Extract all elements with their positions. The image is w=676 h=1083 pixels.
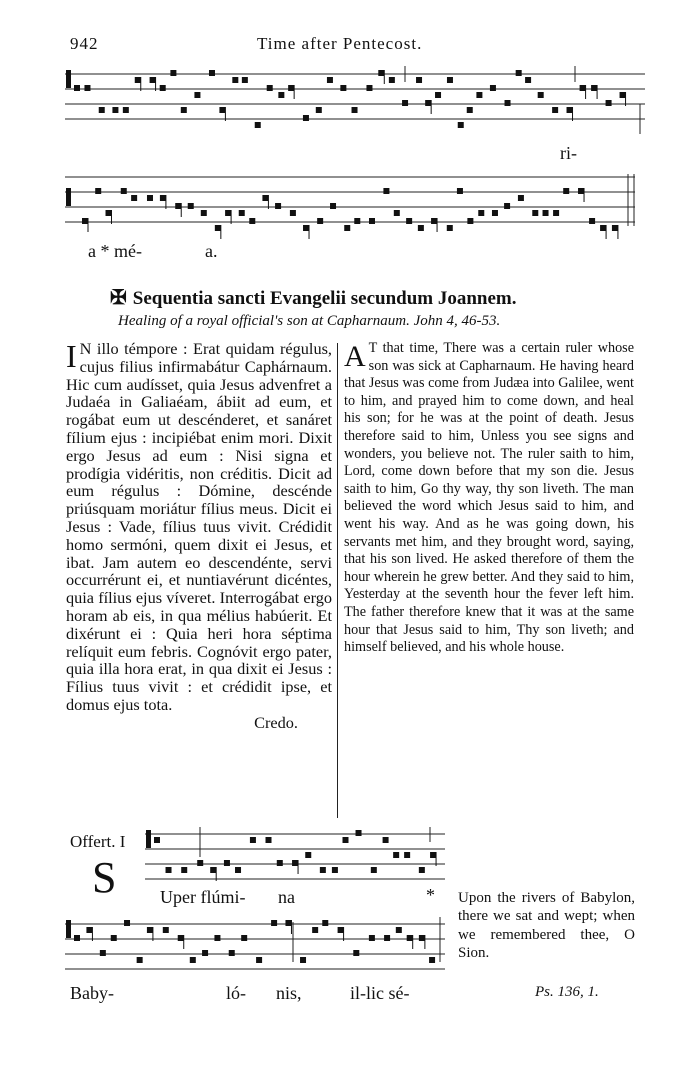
neume-note: [86, 927, 92, 933]
neume-note: [316, 107, 322, 113]
neume-note: [290, 210, 296, 216]
neume-note: [215, 225, 221, 231]
neume-note: [277, 860, 283, 866]
cross-icon: ✠: [110, 287, 127, 309]
neume-note: [402, 100, 408, 106]
neume-note: [209, 70, 215, 76]
neume-note: [478, 210, 484, 216]
neume-note: [606, 100, 612, 106]
neume-note: [352, 107, 358, 113]
english-column: [344, 340, 634, 657]
neume-note: [241, 935, 247, 941]
neume-note: [121, 188, 127, 194]
neume-note: [393, 852, 399, 858]
neume-note: [620, 92, 626, 98]
neume-note: [389, 77, 395, 83]
neume-note: [210, 867, 216, 873]
chant-staff-2: [60, 164, 650, 244]
offertory-label: Offert. I: [70, 832, 126, 851]
neume-note: [137, 957, 143, 963]
chant-lyric: a.: [205, 241, 218, 261]
offertory-staff-2: [60, 912, 450, 982]
neume-note: [492, 210, 498, 216]
neume-note: [518, 195, 524, 201]
neume-note: [330, 203, 336, 209]
neume-note: [154, 837, 160, 843]
chant-lyric: Baby-: [70, 983, 114, 1003]
neume-note: [181, 107, 187, 113]
neume-note: [338, 927, 344, 933]
neume-note: [232, 77, 238, 83]
drop-initial: I: [66, 338, 77, 374]
neume-note: [256, 957, 262, 963]
neume-note: [552, 107, 558, 113]
neume-note: [275, 203, 281, 209]
neume-note: [303, 225, 309, 231]
neume-note: [366, 85, 372, 91]
neume-note: [271, 920, 277, 926]
neume-note: [278, 92, 284, 98]
neume-note: [160, 195, 166, 201]
neume-note: [242, 77, 248, 83]
neume-note: [404, 852, 410, 858]
neume-note: [150, 77, 156, 83]
neume-note: [369, 935, 375, 941]
neume-note: [160, 85, 166, 91]
neume-note: [239, 210, 245, 216]
neume-note: [406, 218, 412, 224]
neume-note: [123, 107, 129, 113]
neume-note: [538, 92, 544, 98]
offertory-translation: Upon the rivers of Babylon, there we sat and wept; when we remembered thee, O Sion.: [458, 890, 635, 962]
chant-lyric: nis,: [276, 983, 302, 1003]
neume-note: [320, 867, 326, 873]
latin-column: [66, 340, 332, 732]
credo-label: Credo.: [254, 712, 298, 732]
neume-note: [431, 218, 437, 224]
neume-note: [312, 927, 318, 933]
neume-note: [435, 92, 441, 98]
chant-lyric: ló-: [226, 983, 246, 1003]
neume-note: [188, 203, 194, 209]
neume-note: [124, 920, 130, 926]
psalm-reference: Ps. 136, 1.: [535, 984, 599, 1000]
clef-icon: [66, 920, 71, 938]
neume-note: [371, 867, 377, 873]
neume-note: [457, 188, 463, 194]
clef-icon: [146, 830, 151, 848]
neume-note: [292, 860, 298, 866]
neume-note: [580, 85, 586, 91]
neume-note: [354, 218, 360, 224]
neume-note: [262, 195, 268, 201]
neume-note: [458, 122, 464, 128]
neume-note: [100, 950, 106, 956]
chant-lyric: ri-: [560, 143, 577, 163]
neume-note: [407, 935, 413, 941]
neume-note: [532, 210, 538, 216]
neume-note: [322, 920, 328, 926]
offertory-staff-1: [140, 822, 450, 892]
neume-note: [147, 927, 153, 933]
neume-note: [74, 85, 80, 91]
neume-note: [267, 85, 273, 91]
neume-note: [74, 935, 80, 941]
neume-note: [147, 195, 153, 201]
neume-note: [288, 85, 294, 91]
neume-note: [356, 830, 362, 836]
english-text: T that time, There was a certain ruler whose son was sick at Capharnaum. He having heard that Jesus was come from Judæa into Galilee, went to him, and prayed him to come down, and heal his son; for he was at the point of death. Jesus therefore said to him, Unless you see signs and wonders, you believe not. The ruler saith to him, Lord, come down before that my son die. Jesus saith to him, Go thy way, thy son liveth. The man believed the word which Jesus said to him, and went his way. And as he was going down, his servants met him, and they brought word, saying, that his son lived. He asked therefore of them the hour wherein he grew better. And they said to him, Yesterday at the seventh hour the fever left him. The father therefore knew that it was at the same hour that Jesus said to him, Thy son liveth; and himself believed, and his whole house.: [344, 340, 634, 656]
neume-note: [305, 852, 311, 858]
neume-note: [419, 867, 425, 873]
neume-note: [612, 225, 618, 231]
offertory-initial: S: [92, 853, 117, 902]
page-number: 942: [70, 34, 99, 53]
neume-note: [384, 935, 390, 941]
chant-lyric: a * mé-: [88, 241, 142, 261]
neume-note: [476, 92, 482, 98]
neume-note: [525, 77, 531, 83]
neume-note: [135, 77, 141, 83]
neume-note: [467, 218, 473, 224]
chant-lyric: na: [278, 887, 295, 907]
neume-note: [342, 837, 348, 843]
neume-note: [197, 860, 203, 866]
neume-note: [131, 195, 137, 201]
neume-note: [553, 210, 559, 216]
neume-note: [344, 225, 350, 231]
neume-note: [111, 935, 117, 941]
neume-note: [600, 225, 606, 231]
neume-note: [84, 85, 90, 91]
neume-note: [340, 85, 346, 91]
chant-lyric: il-lic sé-: [350, 983, 410, 1003]
neume-note: [447, 225, 453, 231]
neume-note: [225, 210, 231, 216]
neume-note: [285, 920, 291, 926]
neume-note: [578, 188, 584, 194]
neume-note: [369, 218, 375, 224]
neume-note: [112, 107, 118, 113]
neume-note: [106, 210, 112, 216]
drop-initial: A: [344, 340, 366, 373]
neume-note: [201, 210, 207, 216]
neume-note: [300, 957, 306, 963]
clef-icon: [66, 70, 71, 88]
neume-note: [95, 188, 101, 194]
clef-icon: [66, 188, 71, 206]
neume-note: [425, 100, 431, 106]
chant-staff-1: [60, 62, 650, 142]
neume-note: [353, 950, 359, 956]
neume-note: [383, 837, 389, 843]
neume-note: [589, 218, 595, 224]
neume-note: [396, 927, 402, 933]
neume-note: [190, 957, 196, 963]
neume-note: [429, 957, 435, 963]
neume-note: [467, 107, 473, 113]
neume-note: [591, 85, 597, 91]
neume-note: [378, 70, 384, 76]
neume-note: [266, 837, 272, 843]
neume-note: [163, 927, 169, 933]
neume-note: [543, 210, 549, 216]
column-divider: [337, 343, 338, 818]
neume-note: [214, 935, 220, 941]
neume-note: [563, 188, 569, 194]
neume-note: [447, 77, 453, 83]
neume-note: [505, 100, 511, 106]
neume-note: [170, 70, 176, 76]
neume-note: [317, 218, 323, 224]
neume-note: [194, 92, 200, 98]
neume-note: [332, 867, 338, 873]
neume-note: [303, 115, 309, 121]
neume-note: [416, 77, 422, 83]
neume-note: [516, 70, 522, 76]
neume-note: [504, 203, 510, 209]
neume-note: [99, 107, 105, 113]
neume-note: [249, 218, 255, 224]
neume-note: [235, 867, 241, 873]
neume-note: [250, 837, 256, 843]
neume-note: [490, 85, 496, 91]
neume-note: [327, 77, 333, 83]
neume-note: [418, 225, 424, 231]
neume-note: [383, 188, 389, 194]
neume-note: [202, 950, 208, 956]
neume-note: [181, 867, 187, 873]
neume-note: [229, 950, 235, 956]
latin-text: N illo témpore : Erat quidam régulus, cujus filius infirmabátur Caphárnaum. Hic cum audísset, quia Jesus advenfret a Judaéa in Galiaéam, ábiit ad eum, et rogábat eum ut descénderet, et sanáret fílium ejus : incipiébat enim mori. Dixit ergo Jesus ad eum : Nisi signa et prodígia vidéritis, non créditis. Dicit ad eum régulus : Dómine, descénde priúsquam moriátur fílius meus. Dicit ei Jesus : Vade, fílius tuus vivit. Crédidit homo sermóni, quem dixit ei Jesus, et ibat. Jam autem eo descendénte, servi occurrérunt ei, et nuntiavérunt dicéntes, quia fílius ejus víveret. Interrogábat ergo horam ab eis, in qua mélius habúerit. Et dixérunt ei : Quia heri hora séptima relíquit eum febris. Cognóvit ergo pater, quia illa hora erat, in qua dixit ei Jesus : Fílius tuus vivit : et crédidit ipse, et domus ejus tota.: [66, 339, 332, 714]
neume-note: [255, 122, 261, 128]
chant-lyric: Uper flúmi-: [160, 887, 246, 907]
neume-note: [430, 852, 436, 858]
gospel-subheading: Healing of a royal official's son at Capharnaum. John 4, 46-53.: [118, 313, 501, 329]
neume-note: [567, 107, 573, 113]
running-title: Time after Pentecost.: [257, 34, 423, 53]
neume-note: [224, 860, 230, 866]
neume-note: [175, 203, 181, 209]
neume-note: [82, 218, 88, 224]
neume-note: [219, 107, 225, 113]
neume-note: [166, 867, 172, 873]
neume-note: [394, 210, 400, 216]
neume-note: [419, 935, 425, 941]
gospel-heading: ✠ Sequentia sancti Evangelii secundum Joannem.: [110, 287, 517, 309]
chant-lyric: *: [426, 885, 435, 905]
neume-note: [178, 935, 184, 941]
